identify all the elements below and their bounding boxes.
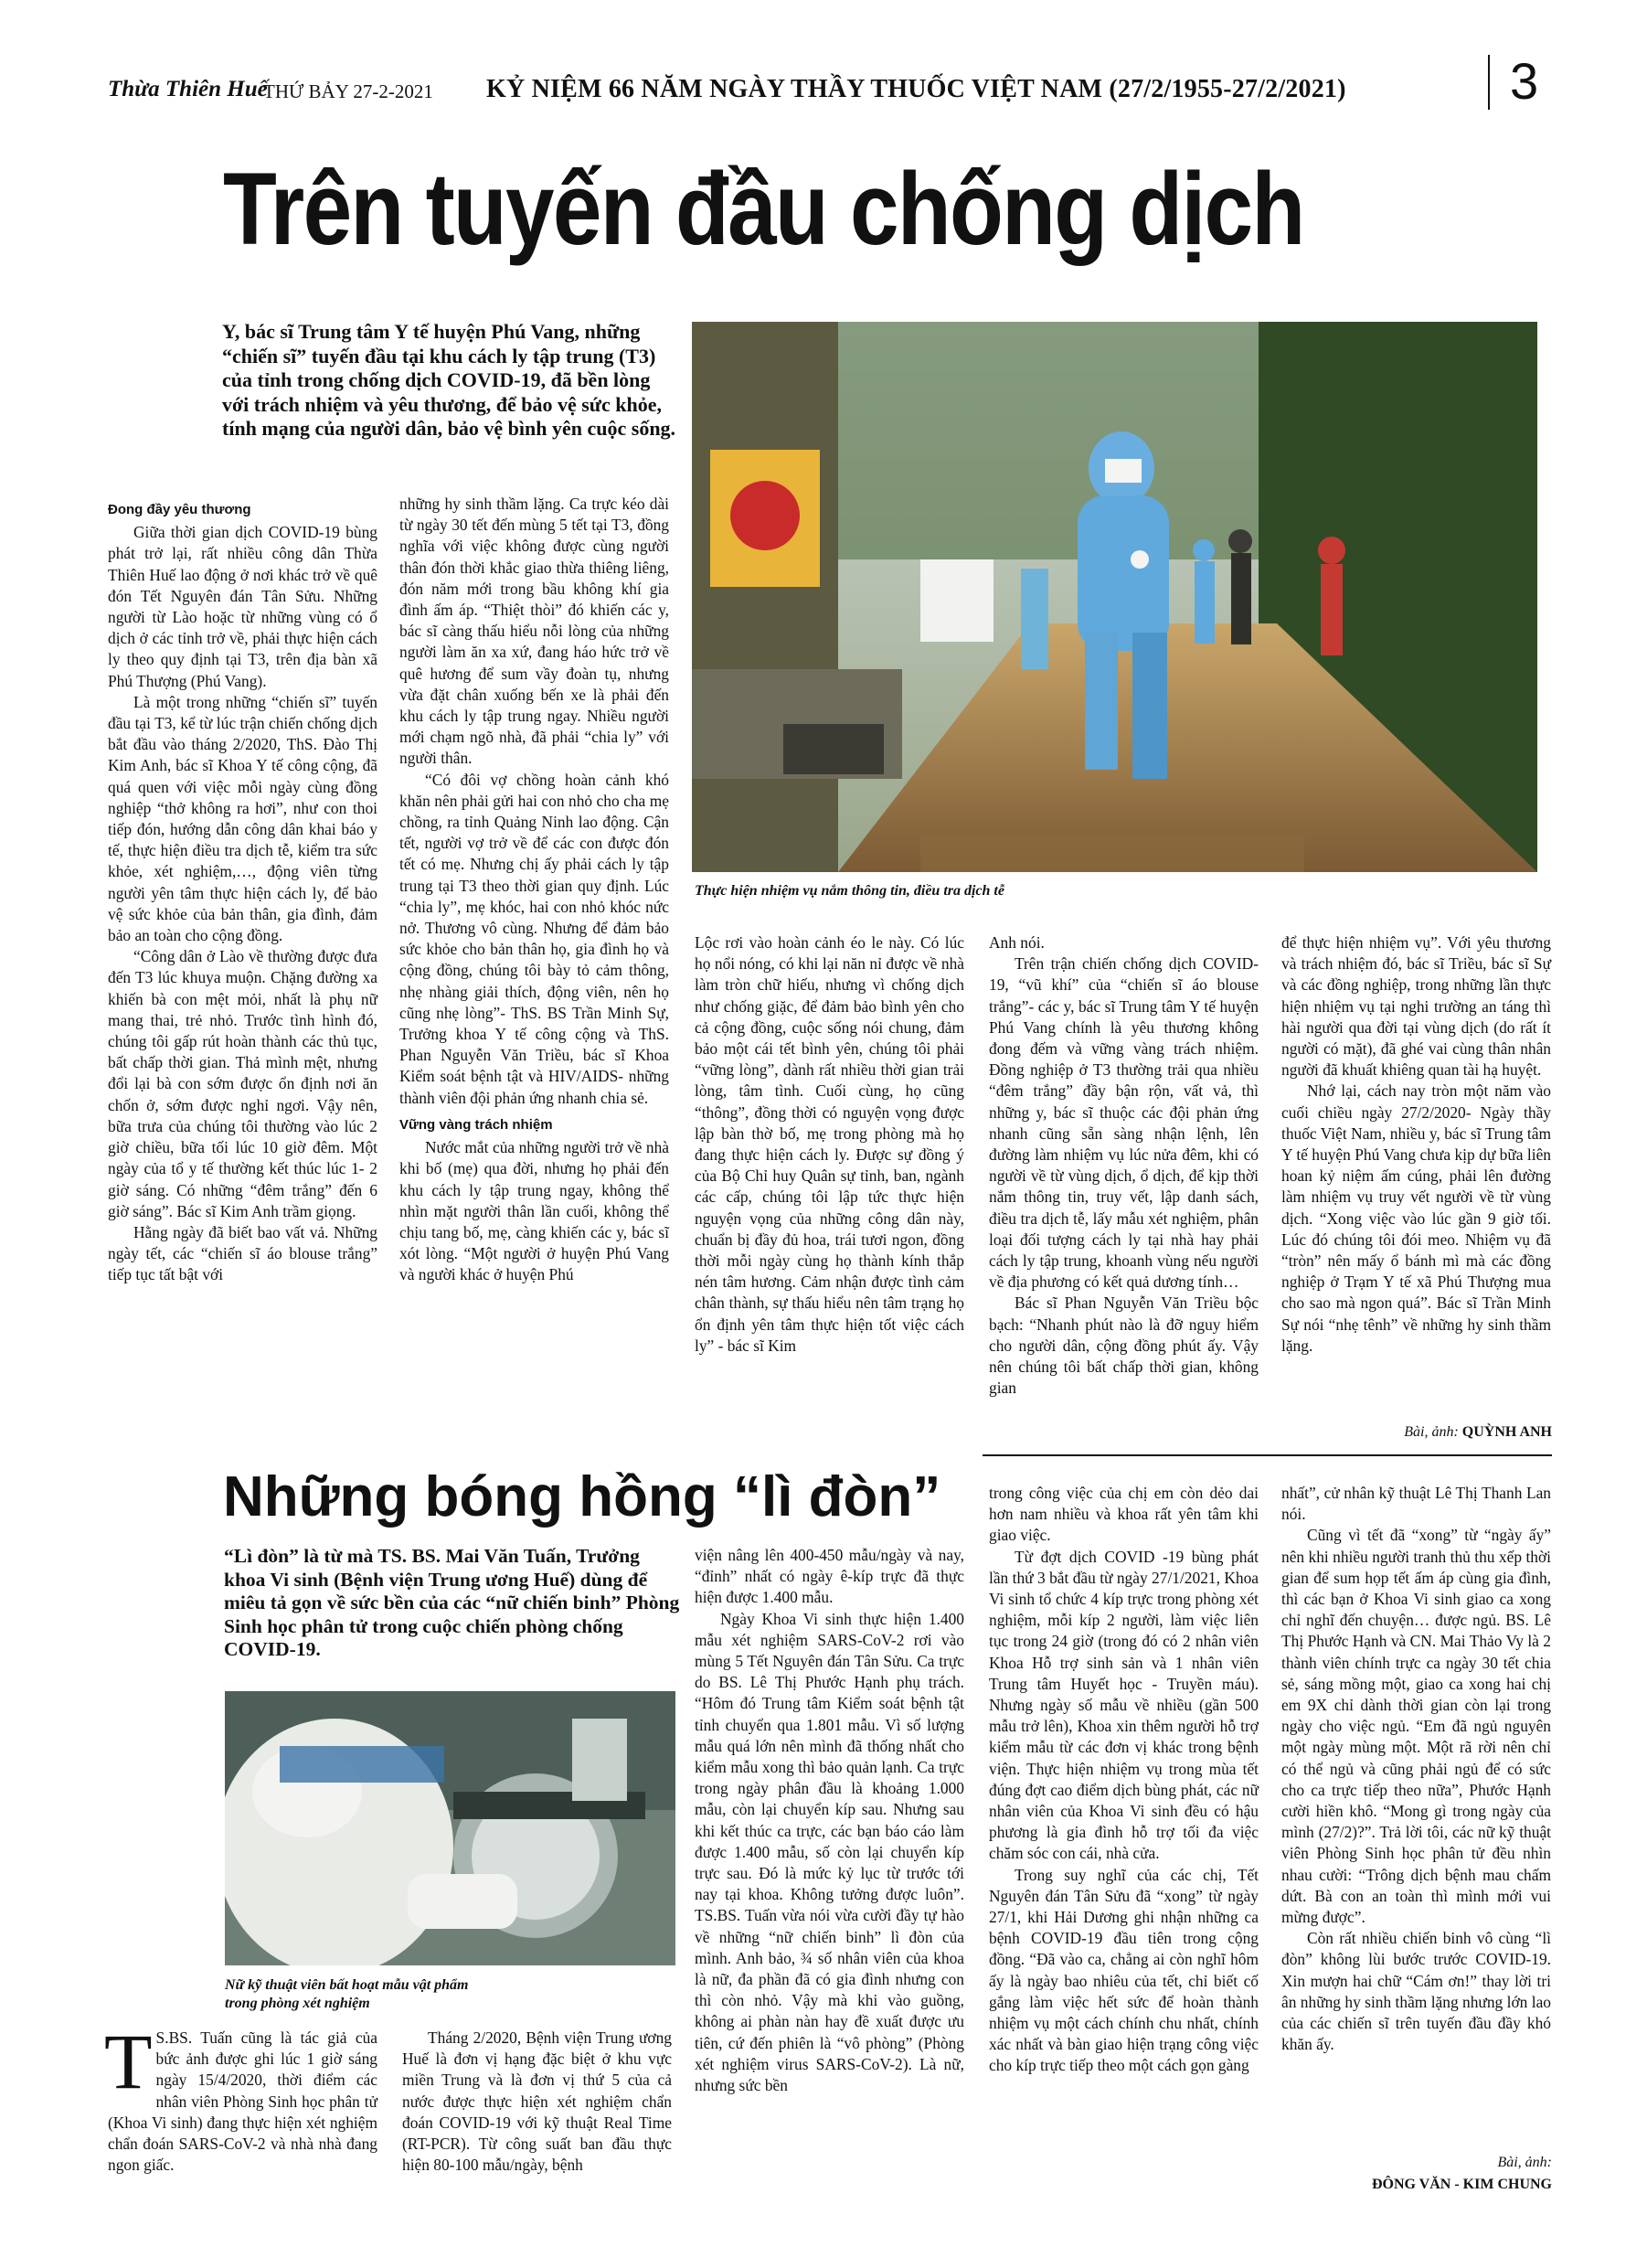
paragraph: Anh nói.: [989, 933, 1045, 952]
paragraph: Ngày Khoa Vi sinh thực hiện 1.400 mẫu xét nghiệm SARS-CoV-2 rơi vào mùng 5 Tết Nguyên đán Tân Sửu. Ca trực do BS. Lê Thị Phước Hạnh phụ trách. “Hôm đó Trung tâm Kiểm soát bệnh tật tỉnh chuyển qua 1.801 mẫu. Vì số lượng mẫu quá lớn nên mình đã thống nhất cho kiểm mẫu xong thì bảo quản lạnh. Ca trực trong ngày phân đầu là khoảng 1.000 mẫu, còn lại chuyển kíp sau. Nhưng sau khi kết thúc ca trực, các bạn báo cáo làm được 1.400 mẫu, số còn lại chuyển kíp trực sau. Đó là mức kỷ lục từ trước tới nay tại khoa. Không tưởng được luôn”. TS.BS. Tuấn vừa nói vừa cười đầy tự hào về những “nữ chiến binh” lì đòn của mình. Anh bảo, ¾ số nhân viên của khoa là nữ, đa phần đã có gia đình nhưng con thì còn nhỏ. Vậy mà khi vào guồng, không ai phàn nàn hay đề xuất được ưu tiên, cứ đến phiên là “vô phòng” (Phòng xét nghiệm virus SARS-CoV-2). Là nữ, nhưng sức bền: [695, 1609, 964, 2095]
paragraph: Trên trận chiến chống dịch COVID-19, “vũ khí” của “chiến sĩ áo blouse trắng”- các y, bác sĩ Trung tâm Y tế huyện Phú Vang chính là yêu thương không đong đếm và vững vàng trách nhiệm. Đồng nghiệp ở T3 thường trải qua nhiều “đêm trắng” đầy bận rộn, vất vả, thì những y, bác sĩ thuộc các đội phản ứng nhanh cũng sẵn sàng nhận lệnh, lên đường làm nhiệm vụ lúc nửa đêm, khi có người về từ vùng dịch, ổ dịch, để kịp thời nắm thông tin, truy vết, lập danh sách, điều tra dịch tễ, lấy mẫu xét nghiệm, phân loại đối tượng cách ly tại nhà hay phải cách ly tập trung, khoanh vùng nếu người về địa phương có kết quả dương tính…: [989, 954, 1259, 1292]
caption-line: Nữ kỹ thuật viên bất hoạt mẫu vật phẩm: [225, 1977, 469, 1993]
byline-name: ĐÔNG VĂN - KIM CHUNG: [1371, 2177, 1552, 2192]
story2-column-3: [695, 1545, 964, 2096]
story1-column-4: [989, 932, 1259, 1399]
paragraph: Trong suy nghĩ của các chị, Tết Nguyên đán Tân Sửu đã “xong” từ ngày 27/1, khi Hải Dương ghi nhận những ca bệnh COVID-19 đầu tiên trong cộng đồng. “Đã vào ca, chẳng ai còn nghĩ hôm ấy là ngày bao nhiêu của tết, chỉ biết cố gắng làm việc hết sức để hoàn thành nhiệm vụ một cách chính chu nhất, chính xác nhất và bàn giao hiện trạng công việc cho kíp trực tiếp theo một cách gọn gàng: [989, 1865, 1259, 2075]
dropcap-letter: T: [104, 2018, 153, 2105]
story1-lede: Y, bác sĩ Trung tâm Y tế huyện Phú Vang, những “chiến sĩ” tuyến đầu tại khu cách ly tập trung (T3) của tỉnh trong chống dịch COVID-19, đã bền lòng với trách nhiệm và yêu thương, để bảo vệ sức khỏe, tính mạng của người dân, bảo vệ bình yên cuộc sống.: [222, 320, 676, 440]
story2-column-2: [402, 2028, 672, 2176]
paragraph: Là một trong những “chiến sĩ” tuyến đầu tại T3, kể từ lúc trận chiến chống dịch bắt đầu vào tháng 2/2020, ThS. Đào Thị Kim Anh, bác sĩ Khoa Y tế công cộng, đã quá quen với việc mỗi ngày cùng đồng nghiệp “thở không ra hơi”, như con thoi tiếp đón, hướng dẫn công dân khai báo y tế, thực hiện điều tra dịch tễ, kiểm tra sức khỏe, xét nghiệm,…, động viên từng người yên tâm thực hiện cách ly, để bảo vệ sức khỏe của bản thân, gia đình, đảm bảo an toàn cho cộng đồng.: [108, 692, 377, 945]
byline-name: QUỲNH ANH: [1461, 1424, 1552, 1440]
anniversary-banner: KỶ NIỆM 66 NĂM NGÀY THẦY THUỐC VIỆT NAM (27/2/1955-27/2/2021): [486, 75, 1346, 103]
paragraph: Tháng 2/2020, Bệnh viện Trung ương Huế là đơn vị hạng đặc biệt ở khu vực miền Trung và là đơn vị thứ 5 của cả nước được thực hiện xét nghiệm chẩn đoán COVID-19 với kỹ thuật Real Time (RT-PCR). Từ công suất ban đầu thực hiện 80-100 mẫu/ngày, bệnh: [402, 2028, 672, 2175]
paragraph: Cũng vì tết đã “xong” từ “ngày ấy” nên khi nhiều người tranh thủ thu xếp thời gian để sum họp tết ấm áp cùng gia đình, thì các bạn ở Khoa Vi sinh giao ca xong chỉ nghĩ đến chuyện… được ngủ. BS. Lê Thị Phước Hạnh và CN. Mai Thảo Vy là 2 thành viên chính trực ca ngày 30 tết chia sẻ, sáng mồng một, giao ca xong hai chị em 9X chỉ dành thời gian còn lại trong ngày cho việc ngủ. “Em đã ngủ nguyên một ngày mùng một. Một rã rời nên chỉ có thể ngủ và cũng phải ngủ để có sức cho ca trực tiếp theo nữa”, Phước Hạnh cười hiền khô. “Mong gì trong ngày của mình (27/2)?”. Trả lời tôi, các nữ kỹ thuật viên Phòng Sinh học phân tử đều nhìn nhau cười: “Trông dịch bệnh mau chấm dứt. Bà con an toàn thì mình mới vui mừng được”.: [1281, 1526, 1551, 1927]
paragraph: Bác sĩ Phan Nguyễn Văn Triều bộc bạch: “Nhanh phút nào là đỡ nguy hiểm cho người dân, cộng đồng phút ấy. Vậy nên chúng tôi bất chấp thời gian, không gian: [989, 1294, 1259, 1398]
story1-column-1: [108, 494, 377, 1286]
paragraph: Lộc rơi vào hoàn cảnh éo le này. Có lúc họ nổi nóng, có khi lại năn nỉ được về nhà làm tròn chữ hiếu, nhưng vì chống dịch như chống giặc, để đảm bảo bình yên cho cả cộng đồng, cuộc sống nói chung, đảm bảo một cái tết bình yên, chúng tôi phải “vững lòng”, dành rất nhiều thời gian trải lòng, tâm tình. Cuối cùng, họ cũng “thông”, đồng thời có nguyện vọng được lập bàn thờ bố, mẹ trong phòng mà họ đang thực hiện cách ly. Được sự đồng ý của Bộ Chỉ huy Quân sự tỉnh, ban, ngành các cấp, chúng tôi lập tức thực hiện nguyện vọng của những công dân này, chuẩn bị đầy đủ hoa, trái tươi ngon, đồng thời mỗi ngày cùng họ thành kính thắp nén tâm hương. Cảm nhận được tình cảm chân thành, sự thấu hiểu nên tâm trạng họ ổn định yên tâm thực hiện tốt việc cách ly” - bác sĩ Kim: [695, 933, 964, 1355]
story1-byline: [1280, 1424, 1552, 1441]
story1-column-3: [695, 932, 964, 1357]
story1-photo-caption: Thực hiện nhiệm vụ nắm thông tin, điều tra dịch tễ: [695, 883, 1004, 899]
paragraph: Hằng ngày đã biết bao vất vả. Những ngày tết, các “chiến sĩ áo blouse trắng” tiếp tục tất bật với: [108, 1222, 377, 1284]
story2-headline: Những bóng hồng “lì đòn”: [223, 1465, 941, 1528]
paragraph: Nước mắt của những người trở về nhà khi bố (mẹ) qua đời, nhưng họ phải đến khu cách ly tập trung ngay, không thể nhìn mặt người thân lần cuối, không thể chịu tang bố, mẹ, càng khiến các y, bác sĩ xót lòng. “Một người ở huyện Phú Vang và người khác ở huyện Phú: [399, 1138, 669, 1284]
paragraph: “Công dân ở Lào về thường được đưa đến T3 lúc khuya muộn. Chặng đường xa khiến bà con mệt mỏi, nhất là phụ nữ mang thai, trẻ nhỏ. Trước tình hình đó, chúng tôi gấp rút hoàn thành các thủ tục, bất chấp thời gian. Thả mình mệt, nhưng đổi lại bà con sớm được ổn định nơi ăn chốn ở, sớm được nghỉ ngơi. Vậy nên, bữa trưa của chúng tôi thường vào lúc 2 giờ chiều, bữa tối lúc 10 giờ đêm. Một ngày của tổ y tế thường kết thúc lúc 1- 2 giờ sáng. Có những “đêm trắng” đến 6 giờ sáng”. Bác sĩ Kim Anh trầm giọng.: [108, 947, 377, 1220]
story2-photo: [225, 1691, 675, 1965]
masthead-logo: Thừa Thiên Huế: [108, 77, 268, 101]
byline-label: Bài, ảnh:: [1404, 1424, 1459, 1440]
paragraph: viện nâng lên 400-450 mẫu/ngày và nay, “đỉnh” nhất có ngày ê-kíp trực đã thực hiện được 1.400 mẫu.: [695, 1546, 964, 1607]
story2-lede: “Lì đòn” là từ mà TS. BS. Mai Văn Tuấn, Trưởng khoa Vi sinh (Bệnh viện Trung ương Huế) dùng để miêu tả gọn về sức bền của các “nữ chiến binh” Phòng Sinh học phân tử trong cuộc chiến phòng chống COVID-19.: [224, 1545, 680, 1660]
dropcap-block: [104, 2018, 377, 2176]
paragraph: “Có đôi vợ chồng hoàn cảnh khó khăn nên phải gửi hai con nhỏ cho cha mẹ chồng, ra tỉnh Quảng Ninh lao động. Cận tết, người vợ trở về để các con được đón tết có mẹ. Nhưng chị ấy phải cách ly tập trung tại T3 theo thời gian quy định. Lúc “chia ly”, mẹ khóc, hai con nhỏ khóc nức nở. Thương vô cùng. Nhưng để đảm bảo sức khỏe cho bản thân họ, gia đình họ và cộng đồng, chúng tôi bày tỏ cảm thông, nhẹ nhàng giải thích, động viên, nên họ cũng nhẹ lòng”- ThS. BS Trần Minh Sự, Trưởng khoa Y tế công cộng và ThS. Phan Nguyễn Văn Triều, bác sĩ Khoa Kiểm soát bệnh tật và HIV/AIDS- những thành viên đội phản ứng nhanh chia sẻ.: [399, 770, 669, 1107]
byline-label: Bài, ảnh:: [1497, 2155, 1552, 2170]
story2-column-1: [104, 2018, 377, 2176]
story1-headline: Trên tuyến đầu chống dịch: [223, 152, 1304, 266]
story2-column-5: [1281, 1483, 1551, 2055]
paragraph: trong công việc của chị em còn dẻo dai hơn nam nhiều và khoa rất yên tâm khi giao việc.: [989, 1484, 1259, 1545]
paragraph: S.BS. Tuấn cũng là tác giả của bức ảnh được ghi lúc 1 giờ sáng ngày 15/4/2020, thời điểm các nhân viên Phòng Sinh học phân tử (Khoa Vi sinh) đang thực hiện xét nghiệm chẩn đoán SARS-CoV-2 và nhà nhà đang ngon giấc.: [108, 2028, 377, 2175]
paragraph: để thực hiện nhiệm vụ”. Với yêu thương và trách nhiệm đó, bác sĩ Triều, bác sĩ Sự và các đồng nghiệp, trong những lần thực hiện nhiệm vụ tại nghi trường an táng thì hài người qua đời tại vùng dịch (do rất ít người có mặt), đã ghé vai cùng thân nhân người đã khuất khiêng quan tài hạ huyệt.: [1281, 933, 1551, 1080]
paragraph: Từ đợt dịch COVID -19 bùng phát lần thứ 3 bắt đầu từ ngày 27/1/2021, Khoa Vi sinh tổ chức 4 kíp trực trong phòng xét nghiệm, mỗi kíp 2 người, làm việc liên tục trong 24 giờ (trong đó có 2 nhân viên Khoa Hỗ trợ sinh sản và 1 nhân viên Trung tâm Huyết học - Truyền máu). Nhưng ngày số mẫu về nhiều (gần 500 mẫu trở lên), Khoa xin thêm người hỗ trợ kiểm mẫu từ các đơn vị khác trong bệnh viện. Thực hiện nhiệm vụ trong mùa tết đúng đợt cao điểm dịch bùng phát, các nữ nhân viên của Khoa Vi sinh đều có hậu phương là gia đình hỗ trợ tối đa việc chăm sóc con cái, nhà cửa.: [989, 1547, 1259, 1863]
issue-date: THỨ BẢY 27-2-2021: [263, 80, 433, 102]
story2-column-4: [989, 1483, 1259, 2077]
header-divider: [1488, 55, 1490, 110]
story1-column-2: [399, 494, 669, 1286]
story1-photo: [692, 322, 1537, 872]
paragraph: Còn rất nhiều chiến binh vô cùng “lì đòn” không lùi bước trước COVID-19. Xin mượn hai chữ “Cám ơn!” thay lời tri ân những hy sinh thầm lặng nhưng lớn lao của các chiến sĩ trên tuyến đầu đầy khó khăn ấy.: [1281, 1929, 1551, 2054]
page-number: 3: [1510, 52, 1539, 110]
story2-photo-caption: [225, 1976, 675, 2013]
story1-column-5: [1281, 932, 1551, 1357]
subhead-dong-day: Đong đầy yêu thương: [108, 502, 251, 517]
paragraph: Nhớ lại, cách nay tròn một năm vào cuối chiều ngày 27/2/2020- Ngày thầy thuốc Việt Nam, nhiều y, bác sĩ Trung tâm Y tế huyện Phú Vang chưa kịp dự bữa liên hoan kỷ niệm ấm cúng, phải lên đường làm nhiệm vụ truy vết người về từ vùng dịch. “Xong việc vào lúc gần 9 giờ tối. Lúc đó chúng tôi đói meo. Nhiệm vụ đã “tròn” nên mấy ổ bánh mì mà các đồng nghiệp ở Trạm Y tế xã Phú Thượng mua cho sao mà ngon quá”. Bác sĩ Trần Minh Sự nói “nhẹ tênh” về những hy sinh thầm lặng.: [1281, 1081, 1551, 1355]
paragraph: Giữa thời gian dịch COVID-19 bùng phát trở lại, rất nhiều công dân Thừa Thiên Huế lao động ở nơi khác trở về quê đón Tết Nguyên đán Tân Sửu. Những người từ Lào hoặc từ những vùng có ổ dịch ở các tỉnh trở về, phải thực hiện cách ly theo quy định tại T3, trên địa bàn xã Phú Thượng (Phú Vang).: [108, 523, 377, 690]
story2-byline: [1280, 2152, 1552, 2196]
story-divider: [983, 1454, 1552, 1456]
subhead-vung-vang: Vững vàng trách nhiệm: [399, 1116, 553, 1133]
paragraph: những hy sinh thầm lặng. Ca trực kéo dài từ ngày 30 tết đến mùng 5 tết tại T3, đồng nghĩa với việc không được cùng người thân đón thời khắc giao thừa thiêng liêng, đón năm mới trong bầu không khí gia đình ấm áp. “Thiệt thòi” đó khiến các y, bác sĩ càng thấu hiểu nỗi lòng của những người làm ăn xa xứ, đang háo hức trở về quê hương để sum vầy đoàn tụ, nhưng vừa đặt chân xuống bến xe là phải đến khu cách ly tập trung ngay. Nhiều người mới chạm ngõ nhà, đã phải “chia ly” với người thân.: [399, 495, 669, 768]
caption-line: trong phòng xét nghiệm: [225, 1996, 370, 2011]
paragraph: nhất”, cử nhân kỹ thuật Lê Thị Thanh Lan nói.: [1281, 1484, 1551, 1524]
